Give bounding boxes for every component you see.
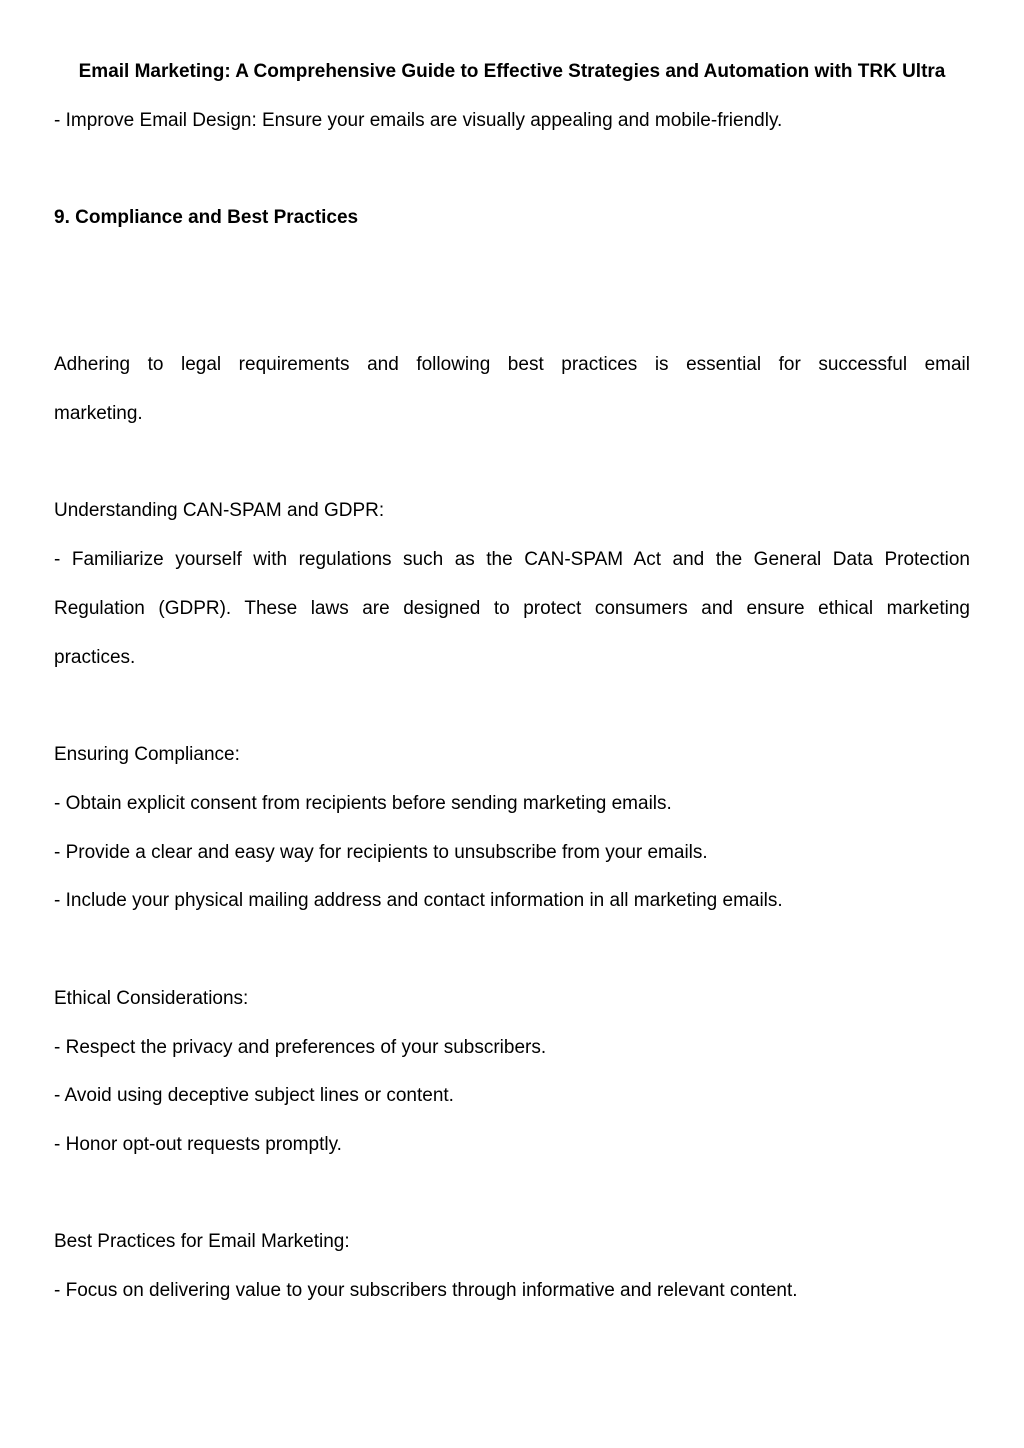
can-spam-paragraph-line: - Familiarize yourself with regulations such as the CAN-SPAM Act and the General Data Protection [54,549,970,570]
compliance-item: - Provide a clear and easy way for recipients to unsubscribe from your emails. [54,842,708,863]
ethics-item: - Avoid using deceptive subject lines or content. [54,1085,454,1106]
compliance-item: - Include your physical mailing address and contact information in all marketing emails. [54,890,783,911]
intro-paragraph-line: Adhering to legal requirements and following best practices is essential for successful email [54,354,970,375]
best-practices-heading: Best Practices for Email Marketing: [54,1231,350,1252]
ethics-heading: Ethical Considerations: [54,988,249,1009]
best-practices-item: - Focus on delivering value to your subscribers through informative and relevant content. [54,1280,798,1301]
can-spam-paragraph-line: Regulation (GDPR). These laws are designed to protect consumers and ensure ethical marketing [54,598,970,619]
can-spam-paragraph-line: practices. [54,647,136,668]
document-title: Email Marketing: A Comprehensive Guide to Effective Strategies and Automation with TRK Ultra [78,61,946,82]
intro-bullet: - Improve Email Design: Ensure your emails are visually appealing and mobile-friendly. [54,110,783,131]
compliance-item: - Obtain explicit consent from recipients before sending marketing emails. [54,793,672,814]
ethics-item: - Honor opt-out requests promptly. [54,1134,342,1155]
compliance-heading: Ensuring Compliance: [54,744,240,765]
section-heading: 9. Compliance and Best Practices [54,207,359,228]
ethics-item: - Respect the privacy and preferences of your subscribers. [54,1037,547,1058]
intro-paragraph-line: marketing. [54,403,143,424]
can-spam-heading: Understanding CAN-SPAM and GDPR: [54,500,385,521]
